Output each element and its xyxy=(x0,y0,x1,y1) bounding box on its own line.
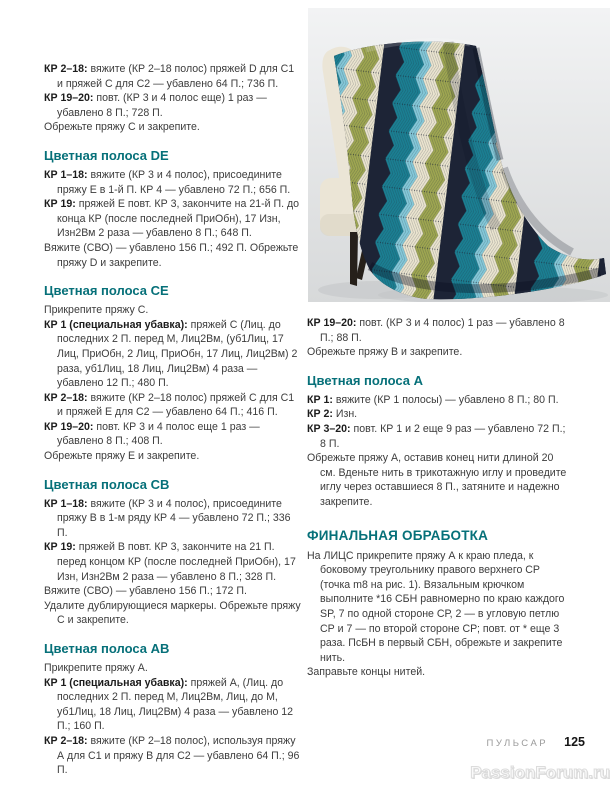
photo-illustration xyxy=(308,8,610,302)
instruction-block xyxy=(307,316,569,360)
section-final-finishing xyxy=(307,527,569,680)
section-title: Цветная полоса CB xyxy=(44,476,170,492)
instruction-paragraph: Обрежьте пряжу В и закрепите. xyxy=(307,346,463,359)
section-color-band-ce xyxy=(44,283,301,464)
instruction-paragraph: КР 1: вяжите (КР 1 полосы) — убавлено 8 П.; 80 П. xyxy=(307,393,559,406)
instruction-paragraph: Обрежьте пряжу C и закрепите. xyxy=(44,121,200,134)
instruction-paragraph: Вяжите (СВО) — убавлено 156 П.; 172 П. xyxy=(44,585,247,598)
right-column xyxy=(307,316,569,680)
instruction-paragraph: Обрежьте пряжу А, оставив конец нити длиной 20 см. Вденьте нить в трикотажную иглу и проведите иглу через оставшиеся 8 П., затяните и надежно закрепите. xyxy=(307,452,567,508)
left-column xyxy=(44,62,301,778)
instruction-paragraph: Заправьте концы нитей. xyxy=(307,666,426,679)
instruction-paragraph: КР 2: Изн. xyxy=(307,408,358,421)
instruction-paragraph: КР 1 (специальная убавка): пряжей C (Лиц. до последних 2 П. перед М, Лиц2Вм, (уб1Лиц, 17 Лиц, ПриОбн, 2 Лиц, ПриОбн, 17 Лиц, Лиц2Вм) 2 раза, уб1Лиц, 18 Лиц, Лиц2Вм) 4 раза — убавлено 12 П.; 480 П. xyxy=(44,318,298,390)
section-title: Цветная полоса AB xyxy=(44,641,170,656)
watermark: PassionForum.ru xyxy=(470,763,610,782)
instruction-paragraph: КР 19–20: повт. (КР 3 и 4 полос еще) 1 раз — убавлено 8 П.; 728 П. xyxy=(44,92,267,119)
chapter-title: ФИНАЛЬНАЯ ОБРАБОТКА xyxy=(307,527,489,543)
page-footer xyxy=(487,733,586,751)
instruction-paragraph: Прикрепите пряжу C. xyxy=(44,304,149,317)
instruction-block xyxy=(44,62,301,135)
photo-chair-blanket xyxy=(308,8,610,302)
instruction-paragraph: Удалите дублирующиеся маркеры. Обрежьте пряжу C и закрепите. xyxy=(44,599,301,627)
instruction-paragraph: КР 19: пряжей В повт. КР 3, закончите на 21 П. перед концом КР (после последней ПриОбн), 17 Изн, Изн2Вм 2 раза — убавлено 8 П.; 328 П. xyxy=(44,541,296,583)
magazine-name: ПУЛЬСАР xyxy=(486,738,549,749)
page-number: 125 xyxy=(564,735,585,749)
section-title: Цветная полоса А xyxy=(307,372,423,388)
section-title: Цветная полоса DE xyxy=(44,147,169,163)
instruction-paragraph: КР 2–18: вяжите (КР 2–18 полос), используя пряжу А для C1 и пряжу В для C2 — убавлено 64 П.; 96 П. xyxy=(44,734,300,777)
section-title: Цветная полоса CE xyxy=(44,283,169,299)
section-color-band-ab xyxy=(44,641,301,778)
instruction-paragraph: КР 1–18: вяжите (КР 3 и 4 полос), присоедините пряжу Е в 1-й П. КР 4 — убавлено 72 П.; 656 П. xyxy=(44,168,291,196)
instruction-paragraph: Обрежьте пряжу Е и закрепите. xyxy=(44,450,200,463)
section-color-band-cb xyxy=(44,477,301,628)
instruction-paragraph: КР 19–20: повт. (КР 3 и 4 полос) 1 раз — убавлено 8 П.; 88 П. xyxy=(307,317,565,344)
instruction-paragraph: КР 19: пряжей Е повт. КР 3, закончите на 21-й П. до конца КР (после последней ПриОбн), 17 Изн, Изн2Вм 2 раза — убавлено 8 П.; 648 П. xyxy=(44,198,300,240)
section-color-band-de xyxy=(44,148,301,270)
instruction-paragraph: Прикрепите пряжу А. xyxy=(44,662,148,674)
instruction-paragraph: Вяжите (СВО) — убавлено 156 П.; 492 П. Обрежьте пряжу D и закрепите. xyxy=(44,241,299,269)
instruction-paragraph: КР 3–20: повт. КР 1 и 2 еще 9 раз — убавлено 72 П.; 8 П. xyxy=(307,422,566,450)
section-color-band-a xyxy=(307,373,569,510)
instruction-paragraph: КР 2–18: вяжите (КР 2–18 полос) пряжей C для C1 и пряжей Е для C2 — убавлено 64 П.; 416 П. xyxy=(44,391,295,419)
instruction-paragraph: КР 1 (специальная убавка): пряжей А, (Лиц. до последних 2 П. перед М, Лиц2Вм, Лиц, до М, уб1Лиц, 18 Лиц, Лиц2Вм) 4 раза — убавлено 12 П.; 160 П. xyxy=(44,676,294,733)
instruction-paragraph: КР 2–18: вяжите (КР 2–18 полос) пряжей D для C1 и пряжей C для C2 — убавлено 64 П.; 736 П. xyxy=(44,63,295,90)
instruction-paragraph: КР 1–18: вяжите (КР 3 и 4 полос), присоедините пряжу В в 1-м ряду КР 4 — убавлено 72 П.; 336 П. xyxy=(44,497,291,539)
instruction-paragraph: КР 19–20: повт. КР 3 и 4 полос еще 1 раз — убавлено 8 П.; 408 П. xyxy=(44,420,260,448)
instruction-paragraph: На ЛИЦС прикрепите пряжу А к краю пледа, к боковому треугольнику правого верхнего СР (точка m8 на рис. 1). Вязальным крючком выполните *16 СБН равномерно по краю каждого SP, 7 по одной стороне СР, 2 — в угловую петлю СР и 7 — по второй стороне СР; повт. от * еще 3 раза. ПсБН в первый СБН, обрежьте и закрепите нить. xyxy=(307,549,565,664)
